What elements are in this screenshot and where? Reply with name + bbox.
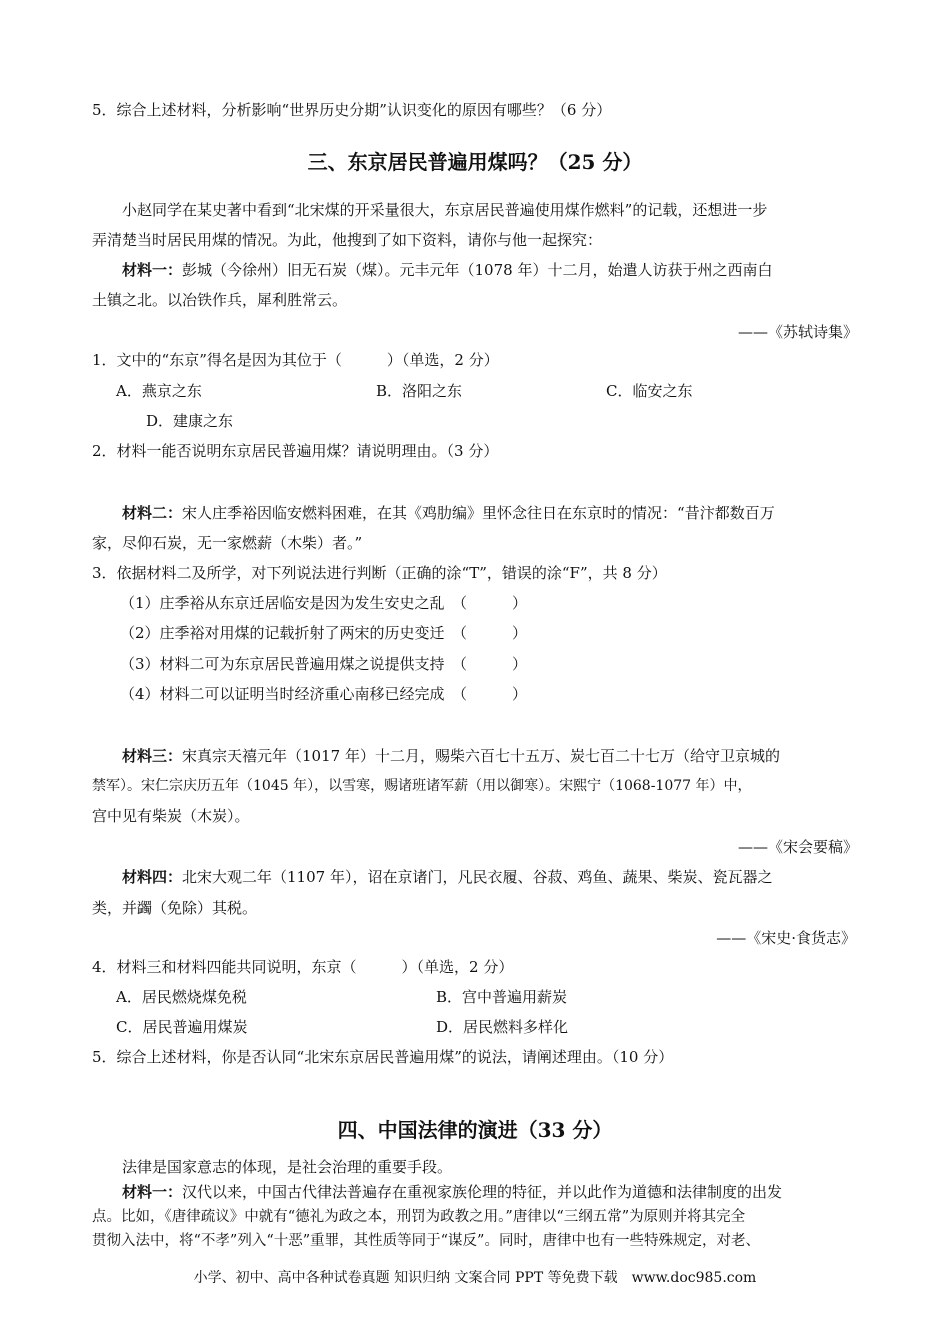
question-1-stem: 1．文中的“东京”得名是因为其位于（ ）（单选，2 分）: [92, 351, 499, 369]
section-4-title: 四、中国法律的演进（33 分）: [337, 1118, 613, 1142]
question-3-item-3: （3）材料二可为东京居民普遍用煤之说提供支持 （ ）: [120, 655, 528, 673]
material-2-text: 宋人庄季裕因临安燃料困难，在其《鸡肋编》里怀念往日在东京时的情况：“昔汴都数百万: [182, 504, 775, 522]
question-3-item-4: （4）材料二可以证明当时经济重心南移已经完成 （ ）: [120, 685, 528, 703]
section-3-title: 三、东京居民普遍用煤吗？（25 分）: [307, 150, 643, 174]
material-4-line-1: [122, 867, 772, 887]
section-4-material-1-text: 汉代以来，中国古代律法普遍存在重视家族伦理的特征，并以此作为道德和法律制度的出发: [182, 1183, 783, 1201]
material-1-source: ——《苏轼诗集》: [737, 323, 858, 341]
material-3-line-2: 禁军）。宋仁宗庆历五年（1045 年），以雪寒，赐诸班诸军薪（用以御寒）。宋熙宁（1068-1077 年）中，: [92, 778, 752, 794]
question-1-option-d: D．建康之东: [146, 412, 234, 430]
question-4-option-b: B．宫中普遍用薪炭: [436, 988, 568, 1006]
question-3-stem: 3．依据材料二及所学，对下列说法进行判断（正确的涂“T”，错误的涂“F”，共 8 分）: [92, 564, 667, 582]
question-5-previous: 5．综合上述材料，分析影响“世界历史分期”认识变化的原因有哪些？（6 分）: [92, 101, 612, 119]
material-4-label: 材料四：: [122, 868, 183, 886]
material-3-line-1: [122, 746, 780, 766]
question-1-option-a: A．燕京之东: [116, 382, 202, 400]
material-2-line-1: [122, 503, 775, 523]
material-1-line-1: [122, 260, 772, 280]
section-4-material-1-line-3: 贯彻入法中，将“不孝”列入“十恶”重罪，其性质等同于“谋反”。同时，唐律中也有一些特殊规定，对老、: [92, 1233, 760, 1249]
question-1-option-b: B．洛阳之东: [376, 382, 463, 400]
section-4-material-1-line-1: [122, 1182, 782, 1202]
material-4-text: 北宋大观二年（1107 年），诏在京诸门，凡民衣履、谷菽、鸡鱼、蔬果、柴炭、瓷瓦器之: [182, 868, 773, 886]
section-4-intro: 法律是国家意志的体现，是社会治理的重要手段。: [122, 1158, 453, 1176]
material-3-label: 材料三：: [122, 747, 183, 765]
question-4-option-d: D．居民燃料多样化: [436, 1018, 569, 1036]
material-1-text: 彭城（今徐州）旧无石炭（煤）。元丰元年（1078 年）十二月，始遣人访获于州之西南白: [182, 261, 773, 279]
material-1-line-2: 土镇之北。以冶铁作兵，犀利胜常云。: [92, 291, 348, 309]
question-4-option-a: A．居民燃烧煤免税: [116, 988, 247, 1006]
section-4-material-1-label: 材料一：: [122, 1183, 183, 1201]
page-footer: 小学、初中、高中各种试卷真题 知识归纳 文案合同 PPT 等免费下载 www.doc985.com: [193, 1270, 757, 1286]
question-3-item-1: （1）庄季裕从东京迁居临安是因为发生安史之乱 （ ）: [120, 594, 528, 612]
question-4-option-c: C．居民普遍用煤炭: [116, 1018, 248, 1036]
material-2-line-2: 家，尽仰石炭，无一家燃薪（木柴）者。”: [92, 534, 363, 552]
question-5-stem: 5．综合上述材料，你是否认同“北宋东京居民普遍用煤”的说法，请阐述理由。（10 分）: [92, 1048, 674, 1066]
material-2-label: 材料二：: [122, 504, 183, 522]
section-3-intro-line-1: 小赵同学在某史著中看到“北宋煤的开采量很大，东京居民普遍使用煤作燃料”的记载，还想进一步: [122, 201, 768, 219]
material-4-line-2: 类，并蠲（免除）其税。: [92, 899, 258, 917]
question-3-item-2: （2）庄季裕对用煤的记载折射了两宋的历史变迁 （ ）: [120, 624, 528, 642]
question-2-stem: 2．材料一能否说明东京居民普遍用煤？请说明理由。（3 分）: [92, 442, 499, 460]
material-4-source: ——《宋史·食货志》: [716, 929, 856, 947]
material-3-line-3: 宫中见有柴炭（木炭）。: [92, 807, 250, 825]
material-3-text: 宋真宗天禧元年（1017 年）十二月，赐柴六百七十五万、炭七百二十七万（给守卫京城的: [182, 747, 780, 765]
section-4-material-1-line-2: 点。比如，《唐律疏议》中就有“德礼为政之本，刑罚为政教之用。”唐律以“三纲五常”为原则并将其完全: [92, 1209, 746, 1225]
material-3-source: ——《宋会要稿》: [737, 838, 858, 856]
question-1-option-c: C．临安之东: [606, 382, 693, 400]
question-4-stem: 4．材料三和材料四能共同说明，东京（ ）（单选，2 分）: [92, 958, 514, 976]
material-1-label: 材料一：: [122, 261, 183, 279]
section-3-intro-line-2: 弄清楚当时居民用煤的情况。为此，他搜到了如下资料，请你与他一起探究：: [92, 231, 603, 249]
